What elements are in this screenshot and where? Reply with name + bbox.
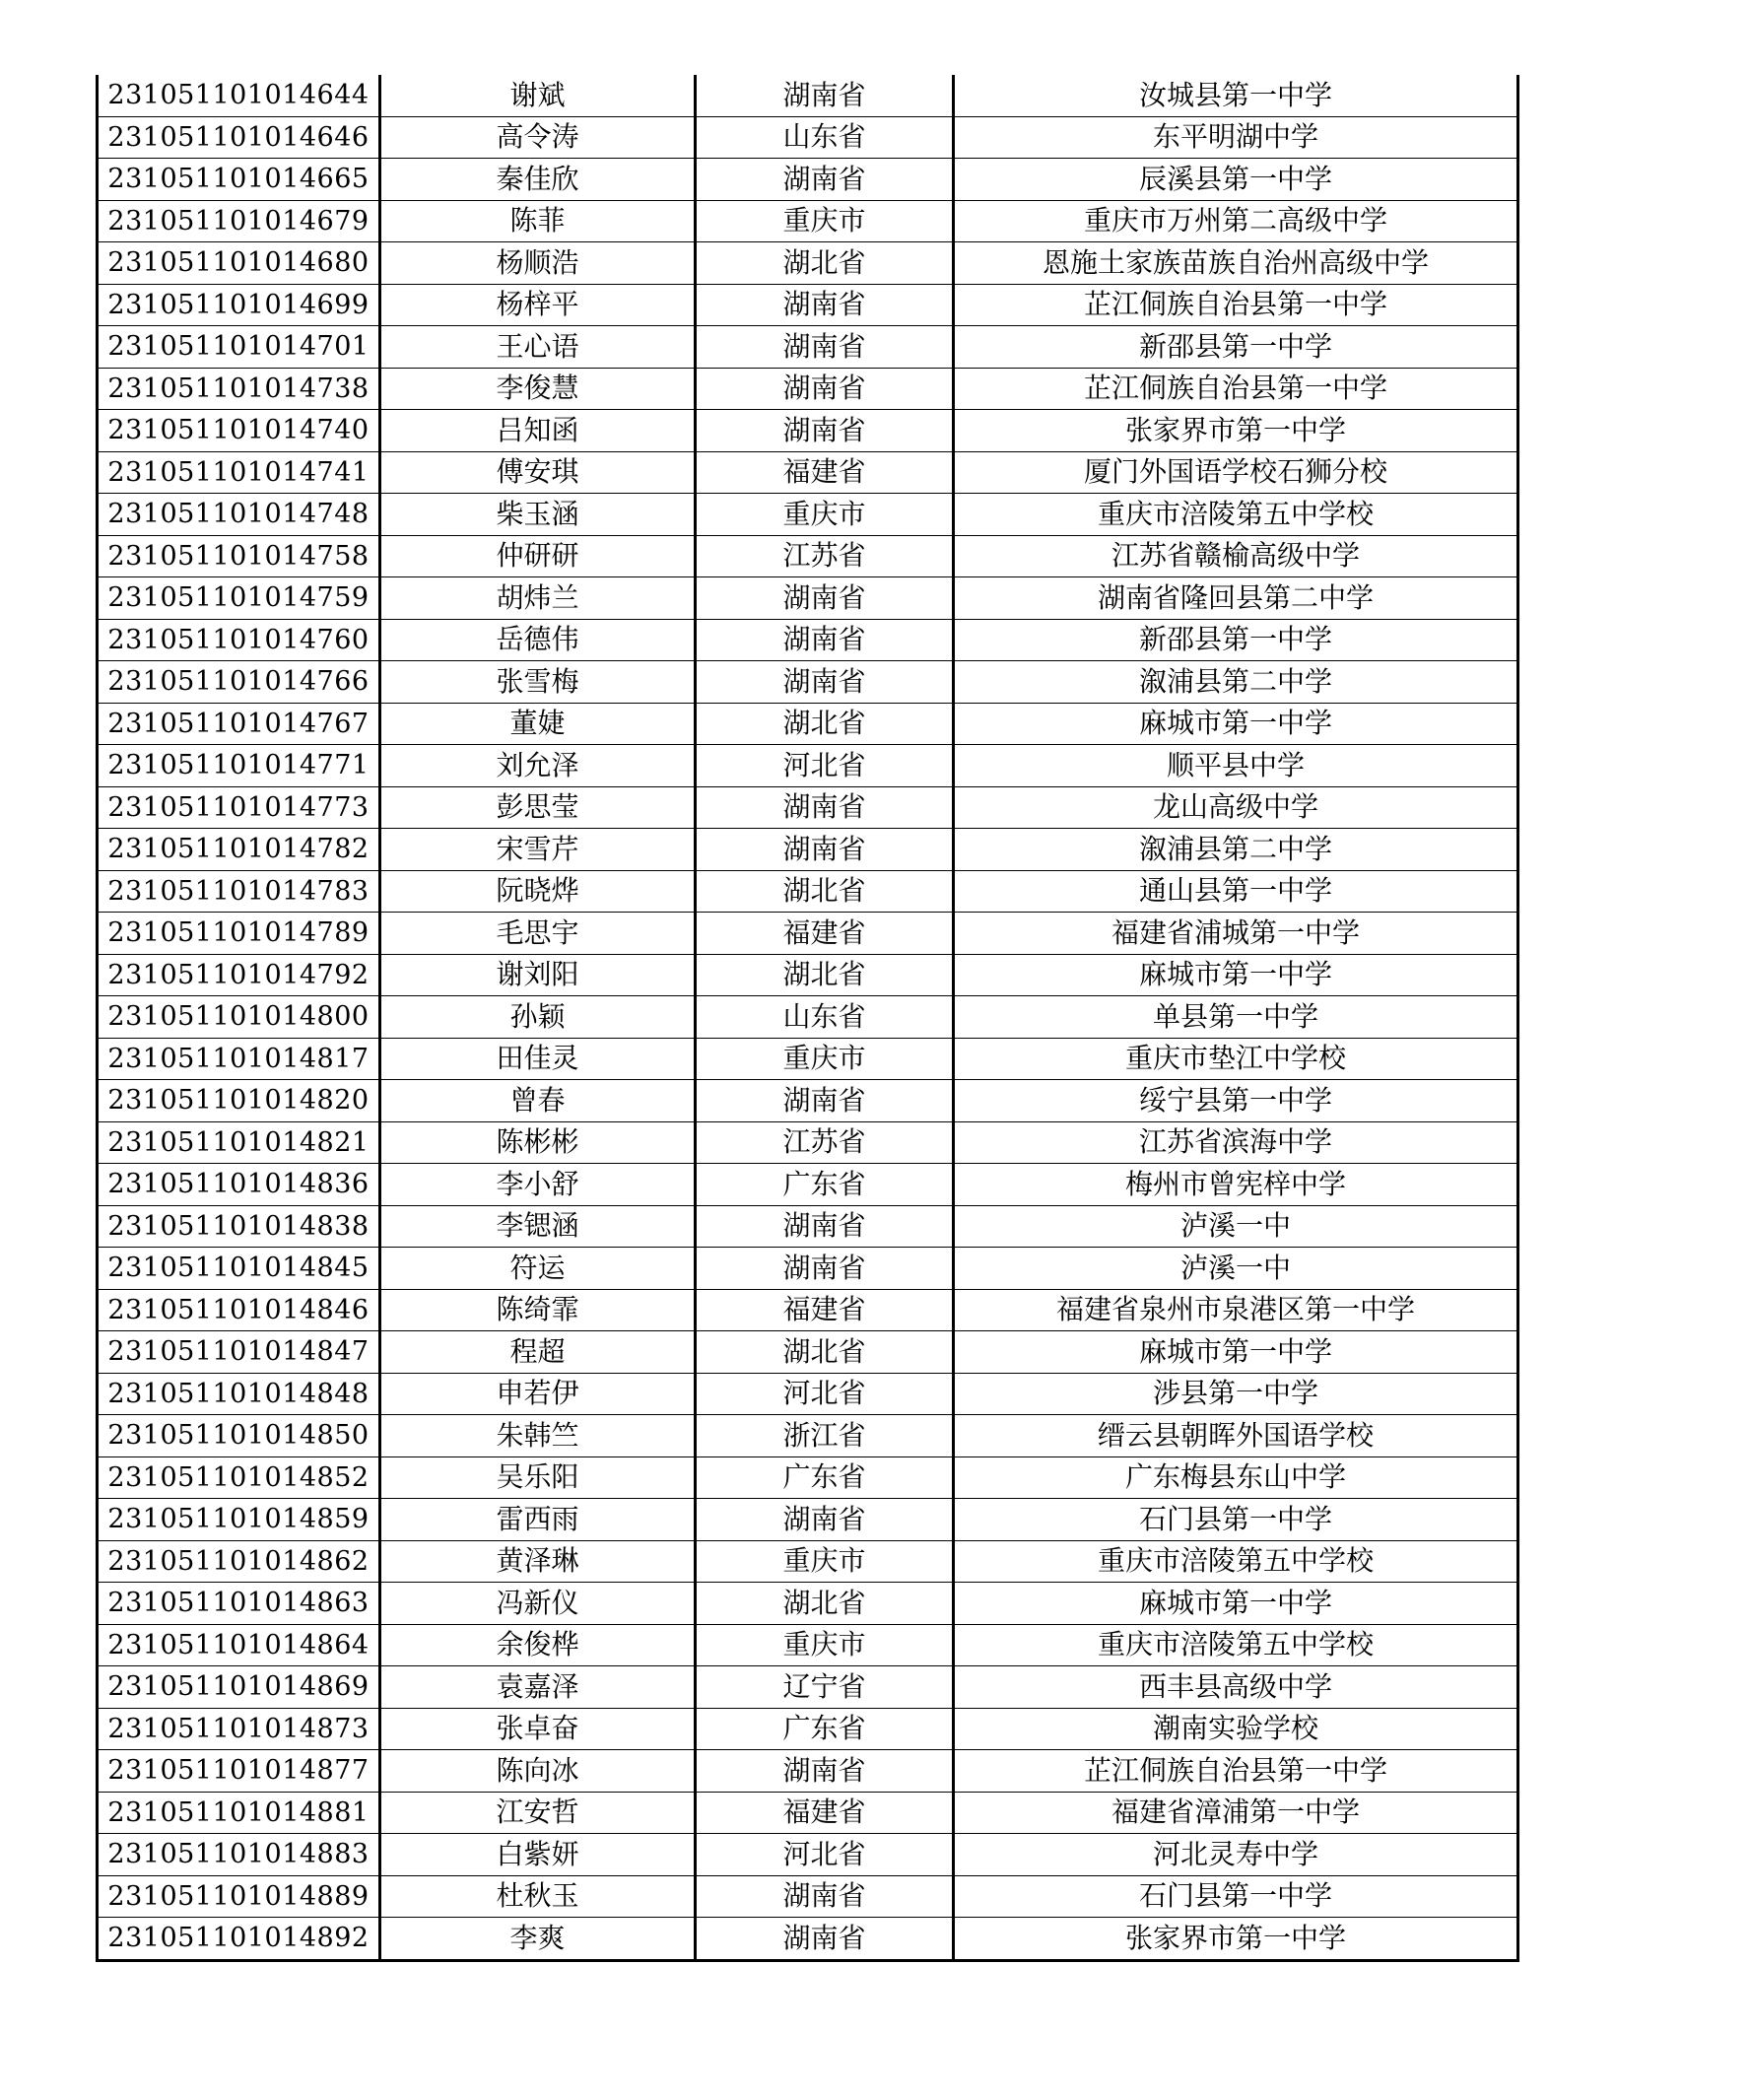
exam-id-cell: 231051101014748 [98,494,380,536]
province-cell: 湖南省 [696,368,954,410]
exam-id-cell: 231051101014789 [98,913,380,955]
exam-id-cell: 231051101014773 [98,786,380,829]
table-row [98,326,1518,369]
table-row [98,1456,1518,1499]
province-cell: 广东省 [696,1164,954,1206]
province-cell: 山东省 [696,996,954,1039]
province-cell: 重庆市 [696,494,954,536]
student-name-cell: 董婕 [380,703,696,745]
student-name-cell: 李小舒 [380,1164,696,1206]
province-cell: 湖南省 [696,1918,954,1961]
school-cell: 福建省泉州市泉港区第一中学 [954,1289,1518,1331]
exam-id-cell: 231051101014766 [98,661,380,704]
student-name-cell: 陈绮霏 [380,1289,696,1331]
exam-id-cell: 231051101014836 [98,1164,380,1206]
student-name-cell: 王心语 [380,326,696,369]
province-cell: 湖南省 [696,786,954,829]
exam-id-cell: 231051101014646 [98,116,380,159]
student-name-cell: 雷西雨 [380,1499,696,1541]
student-name-cell: 李爽 [380,1918,696,1961]
table-row [98,1666,1518,1709]
table-row [98,1415,1518,1457]
table-row [98,368,1518,410]
exam-id-cell: 231051101014881 [98,1792,380,1834]
exam-id-cell: 231051101014738 [98,368,380,410]
exam-id-cell: 231051101014859 [98,1499,380,1541]
exam-id-cell: 231051101014741 [98,451,380,494]
exam-id-cell: 231051101014846 [98,1289,380,1331]
province-cell: 湖北省 [696,242,954,285]
student-name-cell: 吕知函 [380,410,696,452]
table-row [98,1875,1518,1918]
school-cell: 单县第一中学 [954,996,1518,1039]
exam-id-cell: 231051101014873 [98,1708,380,1750]
student-name-cell: 陈彬彬 [380,1121,696,1164]
table-row [98,1121,1518,1164]
student-name-cell: 白紫妍 [380,1834,696,1876]
table-row [98,1331,1518,1374]
table-row [98,745,1518,787]
exam-id-cell: 231051101014679 [98,200,380,242]
table-row [98,1080,1518,1122]
exam-id-cell: 231051101014680 [98,242,380,285]
exam-id-cell: 231051101014845 [98,1248,380,1290]
province-cell: 湖南省 [696,1205,954,1248]
table-row [98,1499,1518,1541]
table-row [98,1708,1518,1750]
student-name-cell: 申若伊 [380,1373,696,1415]
exam-id-cell: 231051101014665 [98,159,380,201]
province-cell: 福建省 [696,1792,954,1834]
school-cell: 厦门外国语学校石狮分校 [954,451,1518,494]
school-cell: 石门县第一中学 [954,1499,1518,1541]
school-cell: 芷江侗族自治县第一中学 [954,284,1518,326]
student-name-cell: 胡炜兰 [380,577,696,620]
exam-id-cell: 231051101014782 [98,829,380,871]
student-name-cell: 阮晓烨 [380,870,696,913]
table-row [98,1834,1518,1876]
student-name-cell: 秦佳欣 [380,159,696,201]
table-row [98,1540,1518,1583]
exam-id-cell: 231051101014800 [98,996,380,1039]
province-cell: 广东省 [696,1456,954,1499]
exam-id-cell: 231051101014852 [98,1456,380,1499]
province-cell: 湖南省 [696,284,954,326]
table-row [98,870,1518,913]
province-cell: 湖北省 [696,1583,954,1625]
school-cell: 重庆市涪陵第五中学校 [954,1624,1518,1666]
province-cell: 重庆市 [696,1624,954,1666]
exam-id-cell: 231051101014699 [98,284,380,326]
school-cell: 河北灵寿中学 [954,1834,1518,1876]
exam-id-cell: 231051101014864 [98,1624,380,1666]
school-cell: 江苏省赣榆高级中学 [954,535,1518,577]
school-cell: 梅州市曾宪梓中学 [954,1164,1518,1206]
province-cell: 广东省 [696,1708,954,1750]
province-cell: 湖南省 [696,1875,954,1918]
school-cell: 湖南省隆回县第二中学 [954,577,1518,620]
student-name-cell: 彭思莹 [380,786,696,829]
table-row [98,786,1518,829]
school-cell: 福建省浦城第一中学 [954,913,1518,955]
province-cell: 江苏省 [696,535,954,577]
school-cell: 西丰县高级中学 [954,1666,1518,1709]
table-row [98,1205,1518,1248]
province-cell: 湖北省 [696,954,954,996]
school-cell: 芷江侗族自治县第一中学 [954,1750,1518,1793]
table-row [98,159,1518,201]
table-row [98,996,1518,1039]
province-cell: 湖北省 [696,703,954,745]
table-row [98,1373,1518,1415]
student-name-cell: 李锶涵 [380,1205,696,1248]
school-cell: 溆浦县第二中学 [954,829,1518,871]
school-cell: 新邵县第一中学 [954,619,1518,661]
province-cell: 湖北省 [696,1331,954,1374]
school-cell: 石门县第一中学 [954,1875,1518,1918]
table-row [98,619,1518,661]
province-cell: 湖南省 [696,661,954,704]
province-cell: 湖南省 [696,1750,954,1793]
table-row [98,829,1518,871]
school-cell: 福建省漳浦第一中学 [954,1792,1518,1834]
table-row [98,284,1518,326]
exam-id-cell: 231051101014850 [98,1415,380,1457]
table-row [98,1918,1518,1961]
school-cell: 麻城市第一中学 [954,1331,1518,1374]
exam-id-cell: 231051101014792 [98,954,380,996]
exam-id-cell: 231051101014760 [98,619,380,661]
student-name-cell: 程超 [380,1331,696,1374]
school-cell: 重庆市涪陵第五中学校 [954,1540,1518,1583]
student-name-cell: 袁嘉泽 [380,1666,696,1709]
table-row [98,1289,1518,1331]
province-cell: 湖南省 [696,1499,954,1541]
exam-id-cell: 231051101014820 [98,1080,380,1122]
exam-id-cell: 231051101014892 [98,1918,380,1961]
school-cell: 重庆市万州第二高级中学 [954,200,1518,242]
student-name-cell: 张卓奋 [380,1708,696,1750]
province-cell: 湖北省 [696,870,954,913]
table-row [98,913,1518,955]
province-cell: 湖南省 [696,326,954,369]
exam-id-cell: 231051101014758 [98,535,380,577]
exam-id-cell: 231051101014817 [98,1038,380,1080]
student-name-cell: 江安哲 [380,1792,696,1834]
exam-id-cell: 231051101014883 [98,1834,380,1876]
table-row [98,661,1518,704]
province-cell: 福建省 [696,451,954,494]
student-name-cell: 余俊桦 [380,1624,696,1666]
province-cell: 福建省 [696,1289,954,1331]
student-name-cell: 谢刘阳 [380,954,696,996]
province-cell: 湖南省 [696,159,954,201]
exam-id-cell: 231051101014889 [98,1875,380,1918]
table-row [98,1750,1518,1793]
student-name-cell: 冯新仪 [380,1583,696,1625]
exam-id-cell: 231051101014783 [98,870,380,913]
province-cell: 湖南省 [696,1080,954,1122]
school-cell: 恩施土家族苗族自治州高级中学 [954,242,1518,285]
school-cell: 辰溪县第一中学 [954,159,1518,201]
school-cell: 潮南实验学校 [954,1708,1518,1750]
table-row [98,200,1518,242]
student-name-cell: 杨顺浩 [380,242,696,285]
table-row [98,75,1518,116]
school-cell: 东平明湖中学 [954,116,1518,159]
student-name-cell: 柴玉涵 [380,494,696,536]
school-cell: 重庆市涪陵第五中学校 [954,494,1518,536]
table-row [98,1248,1518,1290]
exam-id-cell: 231051101014821 [98,1121,380,1164]
province-cell: 重庆市 [696,1038,954,1080]
school-cell: 广东梅县东山中学 [954,1456,1518,1499]
province-cell: 河北省 [696,1373,954,1415]
student-name-cell: 吴乐阳 [380,1456,696,1499]
school-cell: 涉县第一中学 [954,1373,1518,1415]
table-row [98,451,1518,494]
student-name-cell: 仲研研 [380,535,696,577]
exam-id-cell: 231051101014767 [98,703,380,745]
exam-id-cell: 231051101014771 [98,745,380,787]
student-name-cell: 李俊慧 [380,368,696,410]
student-name-cell: 岳德伟 [380,619,696,661]
province-cell: 福建省 [696,913,954,955]
exam-id-cell: 231051101014838 [98,1205,380,1248]
student-table-body [98,75,1518,1960]
school-cell: 顺平县中学 [954,745,1518,787]
province-cell: 河北省 [696,745,954,787]
exam-id-cell: 231051101014869 [98,1666,380,1709]
school-cell: 芷江侗族自治县第一中学 [954,368,1518,410]
province-cell: 湖南省 [696,1248,954,1290]
province-cell: 重庆市 [696,1540,954,1583]
table-row [98,1624,1518,1666]
school-cell: 泸溪一中 [954,1248,1518,1290]
student-name-cell: 谢斌 [380,75,696,116]
school-cell: 新邵县第一中学 [954,326,1518,369]
table-row [98,1164,1518,1206]
table-row [98,1583,1518,1625]
student-name-cell: 刘允泽 [380,745,696,787]
table-row [98,410,1518,452]
table-row [98,1038,1518,1080]
student-name-cell: 孙颖 [380,996,696,1039]
province-cell: 浙江省 [696,1415,954,1457]
student-name-cell: 杜秋玉 [380,1875,696,1918]
student-name-cell: 高令涛 [380,116,696,159]
province-cell: 辽宁省 [696,1666,954,1709]
table-row [98,116,1518,159]
student-name-cell: 宋雪芹 [380,829,696,871]
student-name-cell: 黄泽琳 [380,1540,696,1583]
exam-id-cell: 231051101014847 [98,1331,380,1374]
student-name-cell: 符运 [380,1248,696,1290]
school-cell: 张家界市第一中学 [954,410,1518,452]
exam-id-cell: 231051101014644 [98,75,380,116]
student-name-cell: 张雪梅 [380,661,696,704]
province-cell: 重庆市 [696,200,954,242]
student-name-cell: 杨梓平 [380,284,696,326]
school-cell: 麻城市第一中学 [954,703,1518,745]
student-name-cell: 陈向冰 [380,1750,696,1793]
exam-id-cell: 231051101014759 [98,577,380,620]
province-cell: 湖南省 [696,619,954,661]
exam-id-cell: 231051101014877 [98,1750,380,1793]
student-name-cell: 傅安琪 [380,451,696,494]
exam-id-cell: 231051101014848 [98,1373,380,1415]
school-cell: 汝城县第一中学 [954,75,1518,116]
province-cell: 湖南省 [696,829,954,871]
table-row [98,954,1518,996]
school-cell: 缙云县朝晖外国语学校 [954,1415,1518,1457]
student-table [96,75,1519,1962]
student-name-cell: 陈菲 [380,200,696,242]
province-cell: 湖南省 [696,410,954,452]
school-cell: 泸溪一中 [954,1205,1518,1248]
school-cell: 重庆市垫江中学校 [954,1038,1518,1080]
school-cell: 龙山高级中学 [954,786,1518,829]
exam-id-cell: 231051101014863 [98,1583,380,1625]
table-row [98,703,1518,745]
school-cell: 麻城市第一中学 [954,954,1518,996]
province-cell: 山东省 [696,116,954,159]
school-cell: 张家界市第一中学 [954,1918,1518,1961]
student-name-cell: 田佳灵 [380,1038,696,1080]
school-cell: 江苏省滨海中学 [954,1121,1518,1164]
school-cell: 通山县第一中学 [954,870,1518,913]
table-row [98,577,1518,620]
exam-id-cell: 231051101014740 [98,410,380,452]
school-cell: 溆浦县第二中学 [954,661,1518,704]
school-cell: 麻城市第一中学 [954,1583,1518,1625]
province-cell: 江苏省 [696,1121,954,1164]
province-cell: 湖南省 [696,75,954,116]
exam-id-cell: 231051101014701 [98,326,380,369]
school-cell: 绥宁县第一中学 [954,1080,1518,1122]
student-name-cell: 朱韩竺 [380,1415,696,1457]
table-row [98,535,1518,577]
table-row [98,1792,1518,1834]
table-row [98,242,1518,285]
province-cell: 河北省 [696,1834,954,1876]
student-name-cell: 曾春 [380,1080,696,1122]
student-name-cell: 毛思宇 [380,913,696,955]
exam-id-cell: 231051101014862 [98,1540,380,1583]
province-cell: 湖南省 [696,577,954,620]
table-row [98,494,1518,536]
